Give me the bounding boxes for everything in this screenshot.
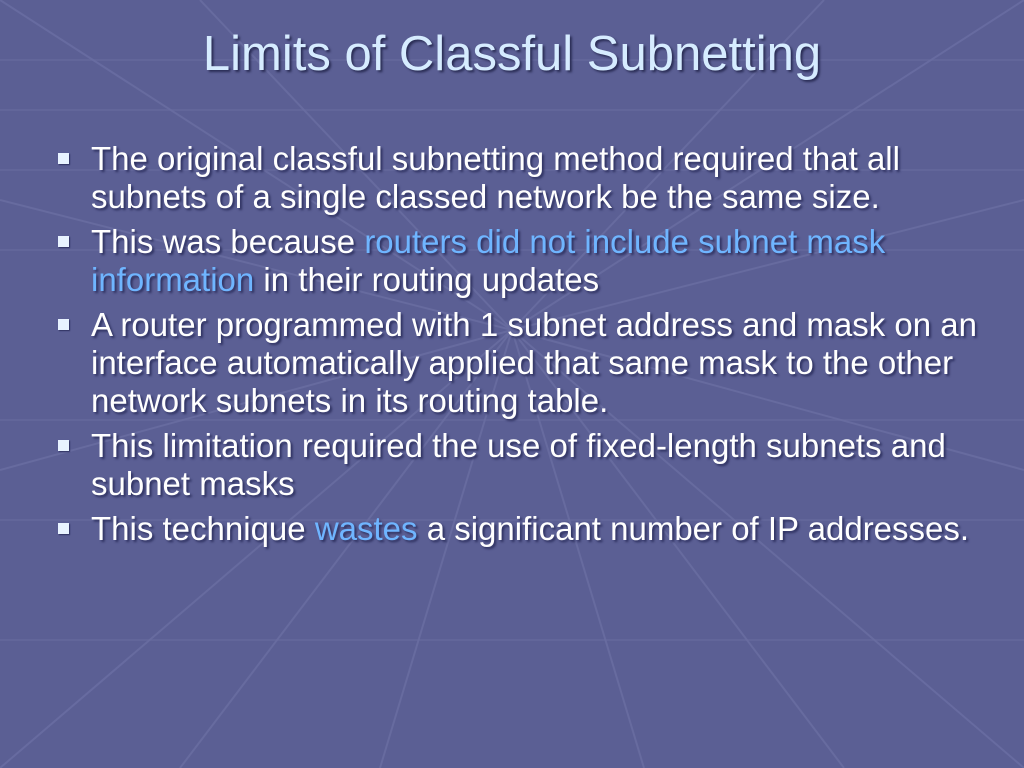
- bullet-text: This limitation required the use of fixed-length subnets and subnet masks: [91, 427, 946, 502]
- bullet-item: [56, 427, 986, 503]
- highlighted-text: routers did not include subnet mask information: [91, 223, 886, 298]
- bullet-item: [56, 306, 986, 420]
- bullet-item: [56, 140, 986, 216]
- bullet-text-tail: a significant number of IP addresses.: [417, 510, 970, 547]
- bullet-item: [56, 510, 986, 548]
- bullet-list: [56, 140, 986, 555]
- bullet-item: [56, 223, 986, 299]
- bullet-text-tail: in their routing updates: [254, 261, 600, 298]
- slide-title: Limits of Classful Subnetting: [202, 27, 822, 81]
- square-bullet-icon: [58, 319, 69, 330]
- bullet-text: The original classful subnetting method required that all subnets of a single classed network be the same size.: [91, 140, 900, 215]
- bullet-text: A router programmed with 1 subnet address and mask on an interface automatically applied that same mask to the other network subnets in its routing table.: [91, 306, 977, 419]
- bullet-text: This was because: [91, 223, 365, 260]
- highlighted-text: wastes: [314, 510, 418, 547]
- square-bullet-icon: [58, 236, 69, 247]
- square-bullet-icon: [58, 440, 69, 451]
- square-bullet-icon: [58, 153, 69, 164]
- square-bullet-icon: [58, 523, 69, 534]
- bullet-text: This technique: [91, 510, 315, 547]
